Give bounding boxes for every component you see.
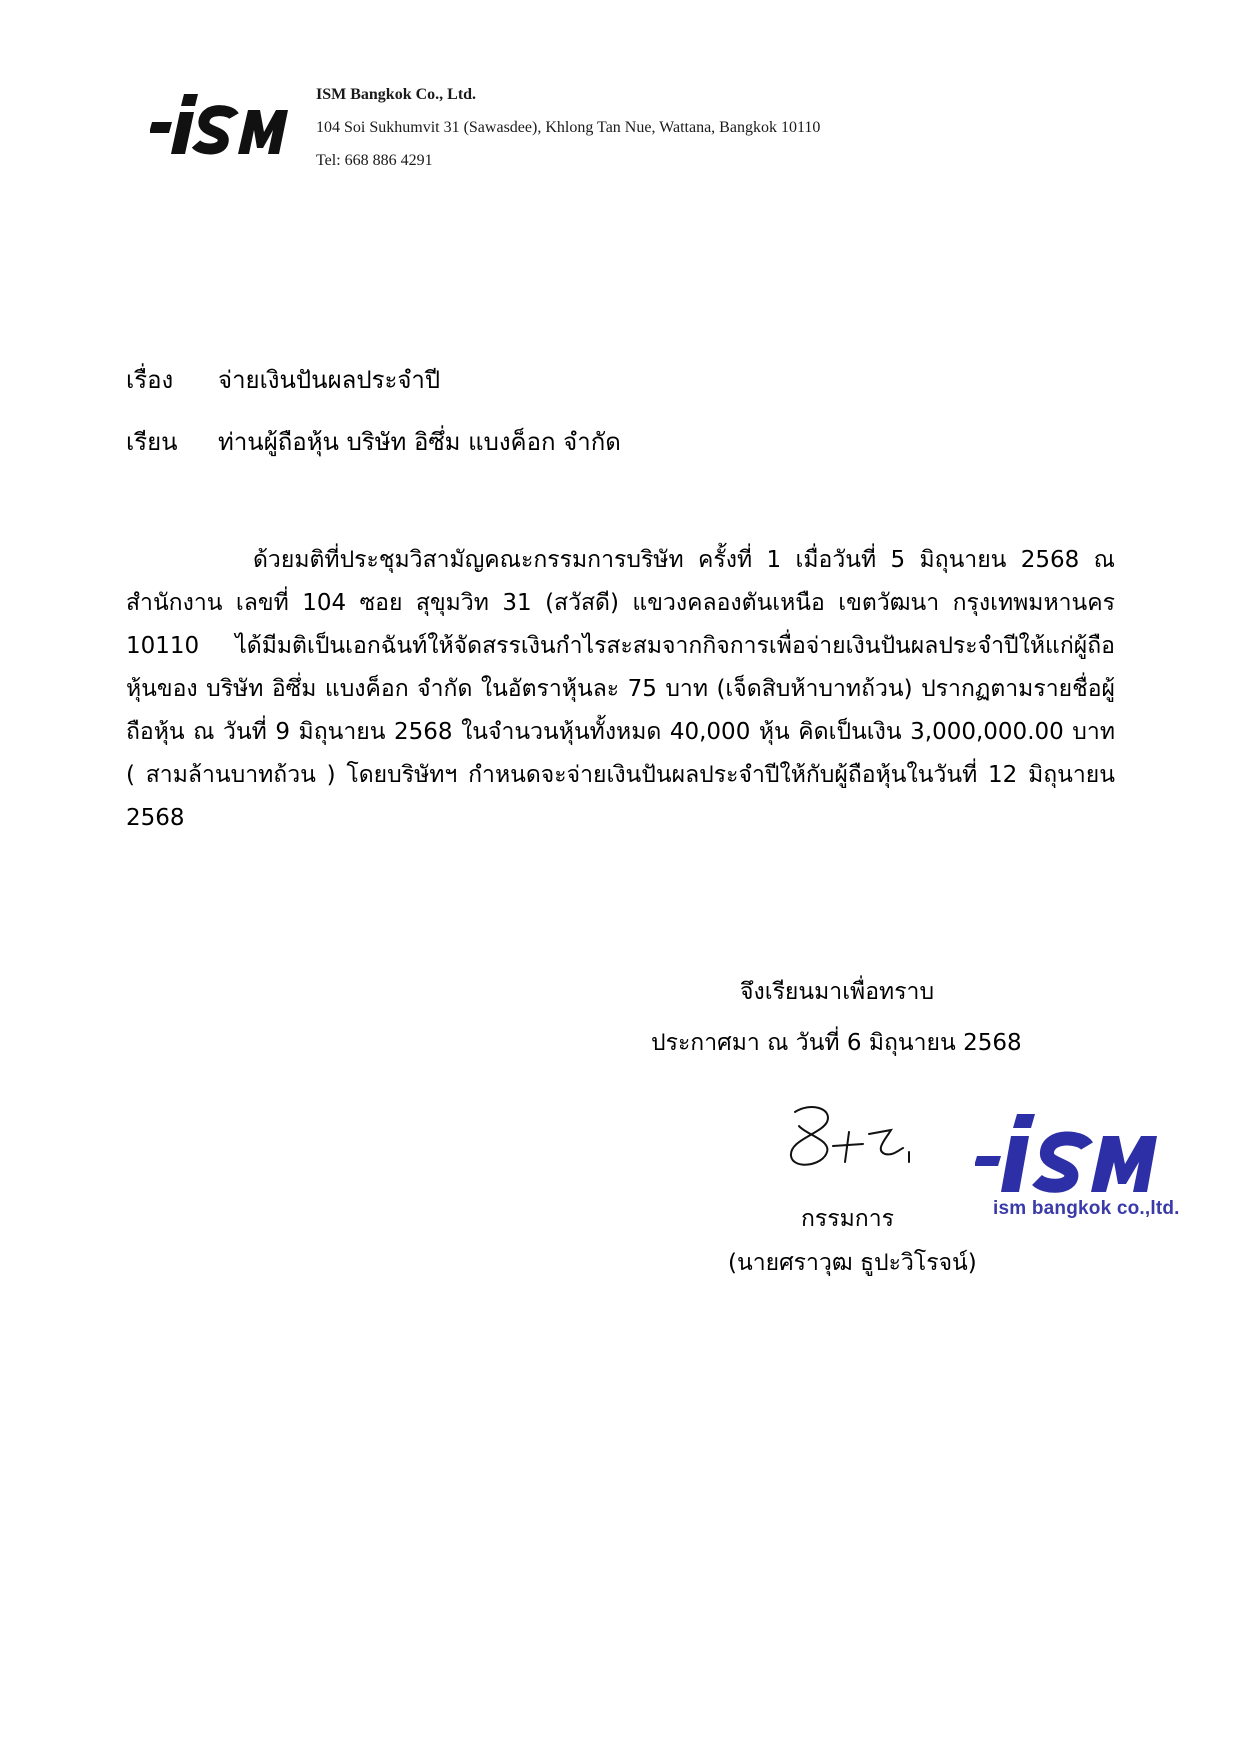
company-name: ISM Bangkok Co., Ltd. <box>316 86 477 103</box>
subject-line <box>126 360 440 399</box>
recipient-line <box>126 422 621 461</box>
stamp-caption: ism bangkok co.,ltd. <box>993 1198 1180 1219</box>
company-address: 104 Soi Sukhumvit 31 (Sawasdee), Khlong Tan Nue, Wattana, Bangkok 10110 <box>316 119 821 136</box>
company-phone: Tel: 668 886 4291 <box>316 152 433 169</box>
signatory-name: (นายศราวุฒ ธูปะวิโรจน์) <box>728 1250 977 1276</box>
recipient-value: ท่านผู้ถือหุ้น บริษัท อิซึ่ม แบงค็อก จำกัด <box>218 428 621 456</box>
body-paragraph: ด้วยมติที่ประชุมวิสามัญคณะกรรมการบริษัท ครั้งที่ 1 เมื่อวันที่ 5 มิถุนายน 2568 ณ สำนักงาน เลขที่ 104 ซอย สุขุมวิท 31 (สวัสดี) แขวงคลองตันเหนือ เขตวัฒนา กรุงเทพมหานคร 10110 ได้มีมติเป็นเอกฉันท์ให้จัดสรรเงินกำไรสะสมจากกิจการเพื่อจ่ายเงินปันผลประจำปีให้แก่ผู้ถือหุ้นของ บริษัท อิซึ่ม แบงค็อก จำกัด ในอัตราหุ้นละ 75 บาท (เจ็ดสิบห้าบาทถ้วน) ปรากฏตามรายชื่อผู้ถือหุ้น ณ วันที่ 9 มิถุนายน 2568 ในจำนวนหุ้นทั้งหมด 40,000 หุ้น คิดเป็นเงิน 3,000,000.00 บาท ( สามล้านบาทถ้วน ) โดยบริษัทฯ กำหนดจะจ่ายเงินปันผลประจำปีให้กับผู้ถือหุ้นในวันที่ 12 มิถุนายน 2568 <box>126 547 1115 831</box>
subject-value: จ่ายเงินปันผลประจำปี <box>218 366 441 394</box>
signatory-position: กรรมการ <box>801 1206 894 1232</box>
company-stamp-logo <box>975 1110 1193 1196</box>
letterhead-text <box>316 84 820 172</box>
company-logo <box>150 88 298 160</box>
signature-mark <box>775 1100 925 1180</box>
subject-label: เรื่อง <box>126 366 174 394</box>
recipient-label: เรียน <box>126 428 178 456</box>
announcement-date: ประกาศมา ณ วันที่ 6 มิถุนายน 2568 <box>651 1030 1022 1056</box>
closing-remark: จึงเรียนมาเพื่อทราบ <box>740 979 935 1005</box>
